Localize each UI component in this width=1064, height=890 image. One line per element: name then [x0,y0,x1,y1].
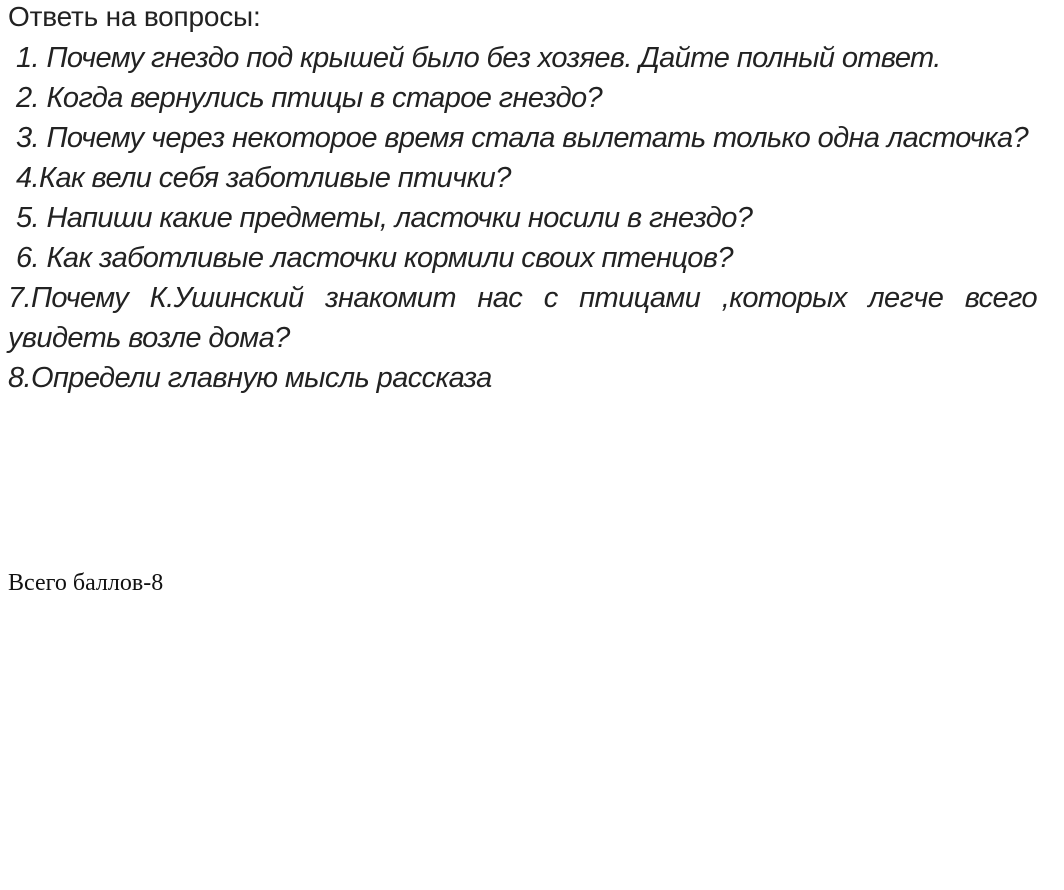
question-4: 4.Как вели себя заботливые птички? [16,162,511,194]
question-sheet [8,0,1037,398]
question-2: 2. Когда вернулись птицы в старое гнездо? [16,82,603,114]
question-5: 5. Напиши какие предметы, ласточки носили в гнездо? [16,202,753,234]
question-7: 7.Почему К.Ушинский знакомит нас с птицами ,которых легче всего увидеть возле дома? [8,282,1037,354]
sheet-heading: Ответь на вопросы: [8,1,261,32]
question-8: 8.Определи главную мысль рассказа [8,362,492,394]
question-1: 1. Почему гнездо под крышей было без хозяев. Дайте полный ответ. [16,42,941,74]
total-points: Всего баллов-8 [8,570,164,596]
question-6: 6. Как заботливые ласточки кормили своих птенцов? [16,242,733,274]
question-3: 3. Почему через некоторое время стала вылетать только одна ласточка? [16,122,1029,154]
